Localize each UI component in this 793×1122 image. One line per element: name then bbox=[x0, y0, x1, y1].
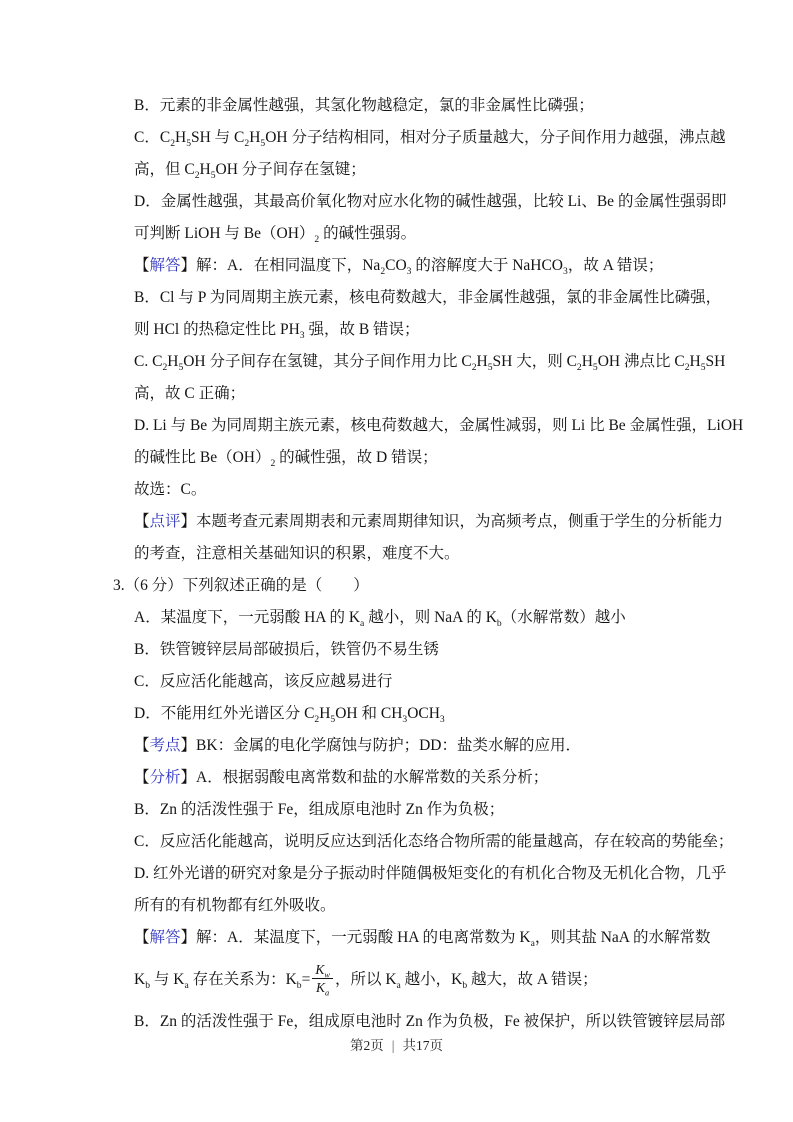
text-line: 【考点】BK：金属的电化学腐蚀与防护；DD：盐类水解的应用． bbox=[134, 737, 581, 754]
text-line: 高，故 C 正确； bbox=[134, 385, 246, 402]
text-line: 【解答】解：A．某温度下，一元弱酸 HA 的电离常数为 $K_a$，则其盐 NaA 的水解常数 bbox=[134, 929, 711, 950]
text-line: C. $C_2H_5OH$ 分子间存在氢键，其分子间作用力比 $C_2H_5SH$ 大，则 $C_2H_5OH$ 沸点比 $C_2H_5SH$ bbox=[134, 353, 726, 374]
text-line: B．Zn 的活泼性强于 Fe，组成原电池时 Zn 作为负极，Fe 被保护，所以铁管镀锌层局部 bbox=[134, 1013, 726, 1030]
text-line: 的考查，注意相关基础知识的积累，难度不大。 bbox=[134, 545, 460, 562]
text-line: B．元素的非金属性越强，其氢化物越稳定，氯的非金属性比磷强； bbox=[134, 97, 594, 114]
text-line: 3.（6 分）下列叙述正确的是（ ） bbox=[113, 577, 369, 594]
page-body bbox=[113, 90, 744, 1038]
text-line: B．Zn 的活泼性强于 Fe，组成原电池时 Zn 作为负极； bbox=[134, 801, 505, 818]
text-line: D．金属性越强，其最高价氧化物对应水化物的碱性越强，比较 Li、Be 的金属性强弱即 bbox=[134, 193, 727, 210]
text-line: D. 红外光谱的研究对象是分子振动时伴随偶极矩变化的有机化合物及无机化合物，几乎 bbox=[134, 865, 727, 882]
text-line: 可判断 LiOH 与 $Be(OH)_2$ 的碱性强弱。 bbox=[134, 225, 417, 246]
text-line: D. Li 与 Be 为同周期主族元素，核电荷数越大，金属性减弱，则 Li 比 Be 金属性强，LiOH bbox=[134, 417, 744, 434]
text-line: 高，但 $C_2H_5OH$ 分子间存在氢键； bbox=[134, 161, 366, 182]
footer-separator: | bbox=[391, 1038, 395, 1053]
text-line: 的碱性比 $Be(OH)_2$ 的碱性强，故 D 错误； bbox=[134, 449, 438, 470]
text-line: $K_b$ 与 $K_a$ 存在关系为：$K_b=$ $\frac{K_w}{K_a}$ ，所以 $K_a$ 越小，$K_b$ 越大，故 A 错误； bbox=[134, 961, 598, 998]
footer-page-number: 第2页 bbox=[350, 1038, 384, 1053]
text-line: A．某温度下，一元弱酸 HA 的 $K_a$ 越小，则 NaA 的 $K_b$（水解常数）越小 bbox=[134, 609, 626, 630]
footer-total-pages: 共17页 bbox=[402, 1038, 443, 1053]
text-line: C．反应活化能越高，说明反应达到活化态络合物所需的能量越高，存在较高的势能垒； bbox=[134, 833, 734, 850]
text-line: B．铁管镀锌层局部破损后，铁管仍不易生锈 bbox=[134, 641, 439, 658]
text-line: B．Cl 与 P 为同周期主族元素，核电荷数越大，非金属性越强，氯的非金属性比磷强， bbox=[134, 289, 722, 306]
text-line: 【解答】解：A．在相同温度下，$Na_2CO_3$ 的溶解度大于 NaHCO$_3$，故 A 错误； bbox=[134, 257, 664, 278]
text-line: 所有的有机物都有红外吸收。 bbox=[134, 897, 336, 914]
page-footer bbox=[0, 1036, 793, 1056]
text-line: 故选：C。 bbox=[134, 481, 207, 498]
text-line: C．反应活化能越高，该反应越易进行 bbox=[134, 673, 393, 690]
text-line: 【分析】A．根据弱酸电离常数和盐的水解常数的关系分析； bbox=[134, 769, 549, 786]
text-line: 则 HCl 的热稳定性比 $PH_3$ 强，故 B 错误； bbox=[134, 321, 420, 342]
text-line: C．$C_2H_5SH$ 与 $C_2H_5OH$ 分子结构相同，相对分子质量越大，分子间作用力越强，沸点越 bbox=[134, 129, 726, 150]
text-line: 【点评】本题考查元素周期表和元素周期律知识，为高频考点，侧重于学生的分析能力 bbox=[134, 513, 724, 530]
text-line: D．不能用红外光谱区分 $C_2H_5OH$ 和 $CH_3OCH_3$ bbox=[134, 705, 445, 726]
